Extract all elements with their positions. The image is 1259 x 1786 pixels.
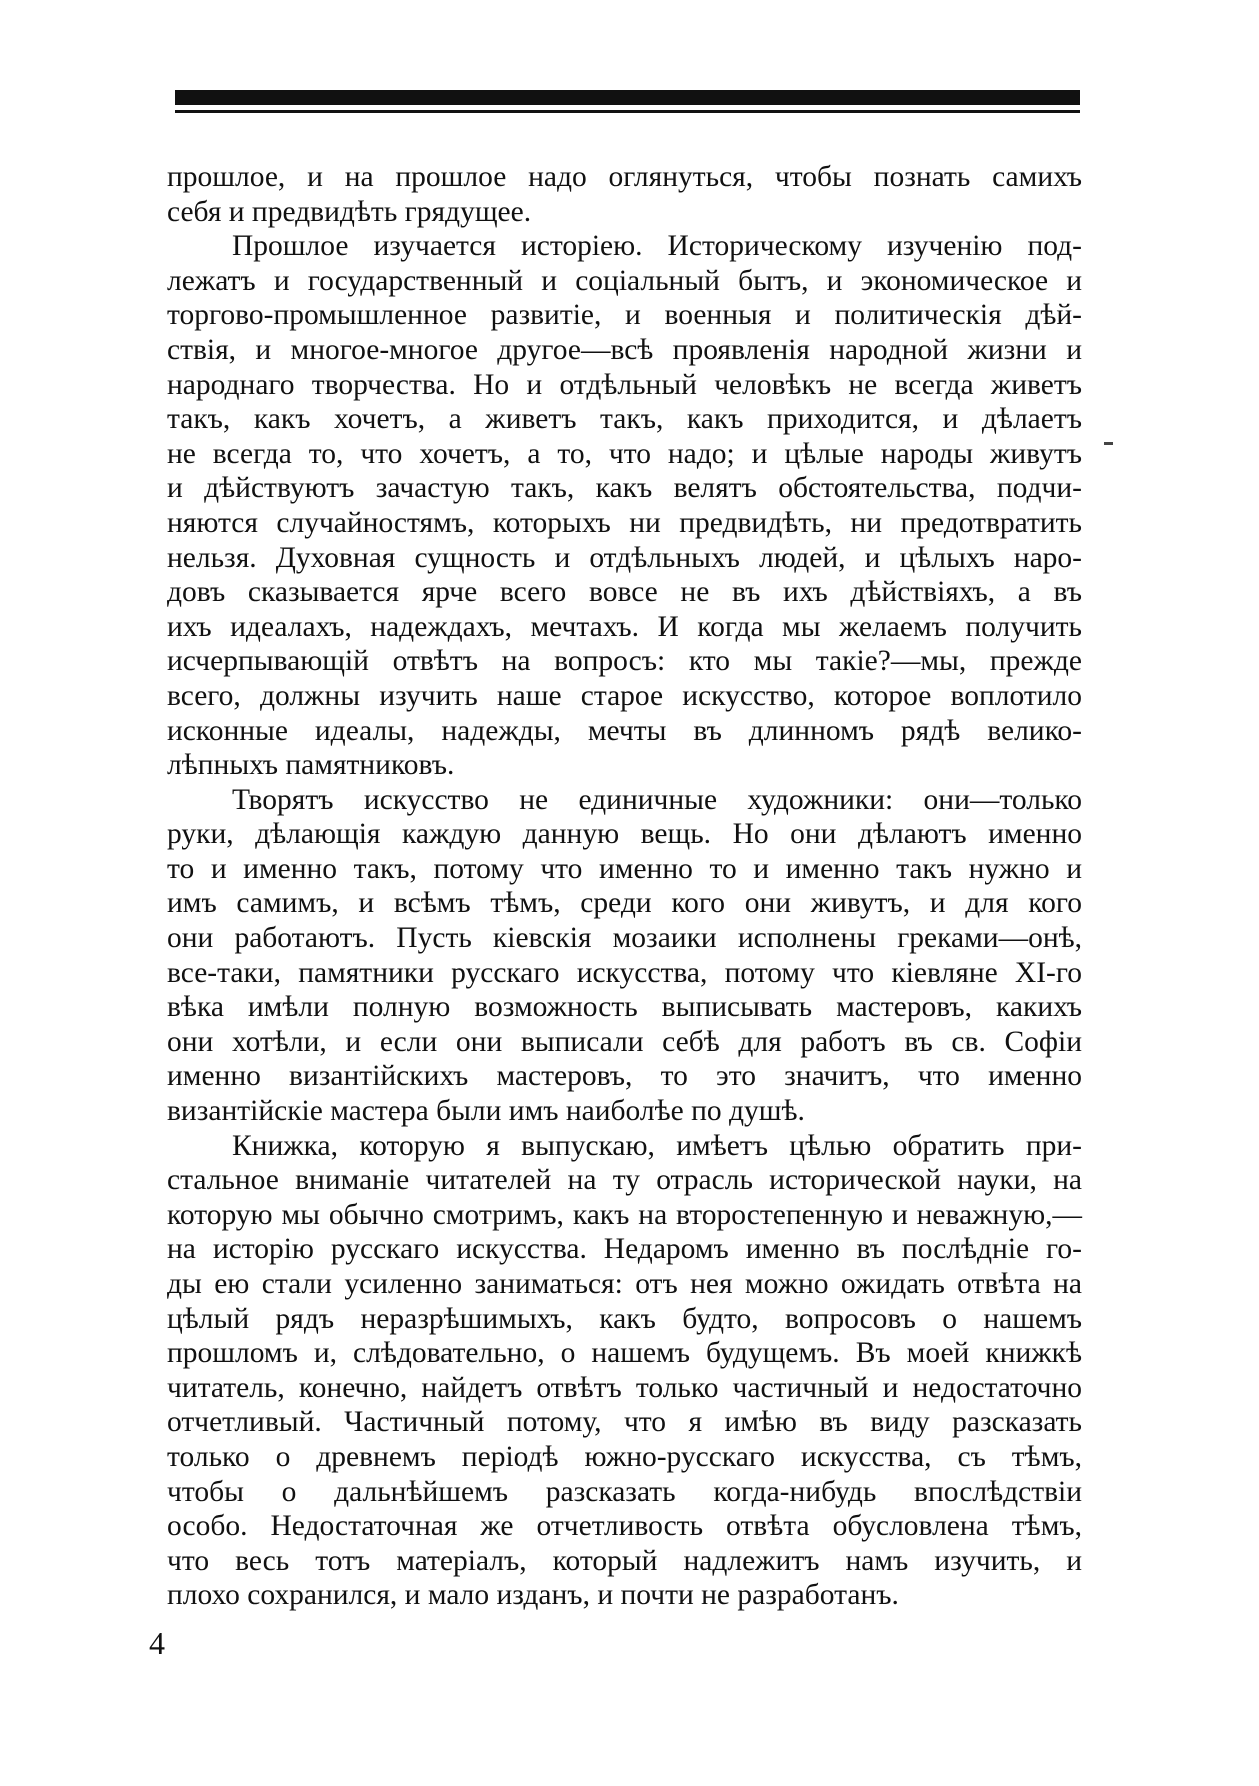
text-line: Творятъ искусство не единичные художники: они—только	[232, 783, 1082, 816]
text-line: довъ сказывается ярче всего вовсе не въ ихъ дѣйствіяхъ, а въ	[167, 576, 1082, 609]
text-line: ихъ идеалахъ, надеждахъ, мечтахъ. И когда мы желаемъ получить	[167, 610, 1082, 643]
text-line: всего, должны изучить наше старое искусство, которое воплотило	[167, 679, 1082, 712]
text-line: прошломъ и, слѣдовательно, о нашемъ будущемъ. Въ моей книжкѣ	[167, 1337, 1082, 1370]
header-rule-thin	[175, 110, 1080, 113]
text-line: нельзя. Духовная сущность и отдѣльныхъ людей, и цѣлыхъ наро-	[167, 541, 1082, 574]
text-line: ствія, и многое-многое другое—всѣ проявленія народной жизни и	[167, 333, 1082, 366]
print-speck	[1104, 442, 1113, 445]
text-line: и дѣйствуютъ зачастую такъ, какъ велятъ обстоятельства, подчи-	[167, 472, 1082, 505]
text-line: что весь тотъ матеріалъ, который надлежитъ намъ изучить, и	[167, 1544, 1082, 1577]
text-line: торгово-промышленное развитіе, и военныя и политическія дѣй-	[167, 299, 1082, 332]
text-line: Прошлое изучается исторіею. Историческому изученію под-	[232, 230, 1082, 263]
text-line: лѣпныхъ памятниковъ.	[167, 749, 455, 782]
text-line: только о древнемъ періодѣ южно-русскаго искусства, съ тѣмъ,	[167, 1440, 1082, 1473]
text-line: стальное вниманіе читателей на ту отрасль исторической науки, на	[167, 1164, 1082, 1197]
text-line: имъ самимъ, и всѣмъ тѣмъ, среди кого они живутъ, и для кого	[167, 887, 1082, 920]
text-line: Книжка, которую я выпускаю, имѣетъ цѣлью обратить при-	[232, 1129, 1082, 1162]
text-line: византійскіе мастера были имъ наиболѣе по душѣ.	[167, 1095, 805, 1128]
text-line: няются случайностямъ, которыхъ ни предвидѣть, ни предотвратить	[167, 506, 1082, 539]
text-line: которую мы обычно смотримъ, какъ на второстепенную и неважную,—	[167, 1198, 1082, 1231]
text-line: плохо сохранился, и мало изданъ, и почти не разработанъ.	[167, 1579, 899, 1612]
text-line: особо. Недостаточная же отчетливость отвѣта обусловлена тѣмъ,	[167, 1510, 1082, 1543]
text-line: то и именно такъ, потому что именно то и именно такъ нужно и	[167, 852, 1082, 885]
text-line: ды ею стали усиленно заниматься: отъ нея можно ожидать отвѣта на	[167, 1268, 1082, 1300]
text-line: читатель, конечно, найдетъ отвѣтъ только частичный и недостаточно	[167, 1371, 1082, 1404]
text-line: вѣка имѣли полную возможность выписывать мастеровъ, какихъ	[167, 991, 1082, 1024]
text-line: чтобы о дальнѣйшемъ разсказать когда-нибудь впослѣдствіи	[167, 1475, 1082, 1508]
text-line: именно византійскихъ мастеровъ, то это значитъ, что именно	[167, 1060, 1082, 1093]
text-line: исчерпывающій отвѣтъ на вопросъ: кто мы такіе?—мы, прежде	[167, 645, 1082, 678]
text-line: все-таки, памятники русскаго искусства, потому что кіевляне XI-го	[167, 956, 1082, 989]
text-line: такъ, какъ хочетъ, а живетъ такъ, какъ приходится, и дѣлаетъ	[167, 403, 1082, 436]
text-line: руки, дѣлающія каждую данную вещь. Но они дѣлаютъ именно	[167, 818, 1082, 851]
text-line: не всегда то, что хочетъ, а то, что надо; и цѣлые народы живутъ	[167, 437, 1082, 470]
text-line: на исторію русскаго искусства. Недаромъ именно въ послѣдніе го-	[167, 1233, 1082, 1266]
text-line: они работаютъ. Пусть кіевскія мозаики исполнены греками—онѣ,	[167, 922, 1082, 955]
header-rule-thick	[175, 90, 1080, 105]
text-line: лежатъ и государственный и соціальный бытъ, и экономическое и	[167, 264, 1082, 297]
text-line: исконные идеалы, надежды, мечты въ длинномъ рядѣ велико-	[167, 714, 1082, 747]
text-line: себя и предвидѣть грядущее.	[167, 195, 532, 228]
header-rule	[175, 90, 1080, 116]
text-line: цѣлый рядъ неразрѣшимыхъ, какъ будто, вопросовъ о нашемъ	[167, 1302, 1082, 1335]
text-line: отчетливый. Частичный потому, что я имѣю въ виду разсказать	[167, 1406, 1082, 1439]
text-line: народнаго творчества. Но и отдѣльный человѣкъ не всегда живетъ	[167, 368, 1082, 401]
text-line: прошлое, и на прошлое надо оглянуться, чтобы познать самихъ	[167, 161, 1082, 193]
page-number: 4	[149, 1625, 165, 1661]
body-text	[167, 160, 1082, 1613]
text-line: они хотѣли, и если они выписали себѣ для работъ въ св. Софіи	[167, 1025, 1082, 1058]
